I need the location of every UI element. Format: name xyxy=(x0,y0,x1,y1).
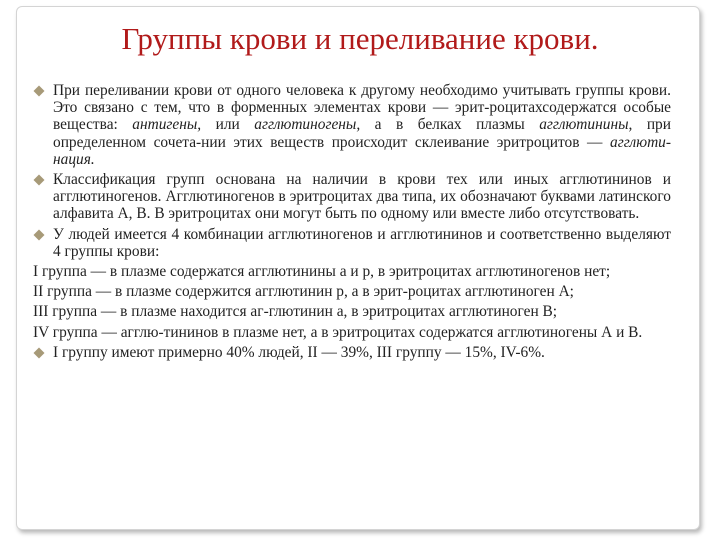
diamond-bullet-icon xyxy=(33,85,45,97)
diamond-bullet-icon xyxy=(33,174,45,186)
paragraph-transfusion xyxy=(33,82,671,168)
paragraph-text: IV группа — агглю-тининов в плазме нет, а в эритроцитах содержатся агглютиногены А и В. xyxy=(33,323,643,341)
diamond-bullet-icon xyxy=(33,229,45,241)
paragraph-distribution xyxy=(33,344,671,361)
paragraph-combinations xyxy=(33,226,671,260)
paragraph-text: Классификация групп основана на наличии в крови тех или иных агглютининов и агглютиногенов. Агглютиногенов в эритроцитах два типа, их обозначают буквами латинского алфавита А, В. В эритроцитах они могут быть по одному или вместе либо отсутствовать. xyxy=(53,171,671,223)
term-agglutinogens: агглютиногены, xyxy=(254,116,361,134)
paragraph-group-4 xyxy=(33,324,671,341)
term-agglutination: агглюти-нация. xyxy=(53,133,671,168)
paragraph-text: I группу имеют примерно 40% людей, II — 39%, III группу — 15%, IV-6%. xyxy=(53,343,545,361)
slide-title: Группы крови и переливание крови. xyxy=(121,21,599,56)
paragraph-group-1 xyxy=(33,263,671,280)
paragraph-text: У людей имеется 4 комбинации агглютиногенов и агглютининов и соответственно выделяют 4 группы крови: xyxy=(53,225,671,260)
paragraph-text: а в белках плазмы xyxy=(360,116,540,134)
slide-content xyxy=(33,82,671,364)
diamond-bullet-icon xyxy=(33,347,45,359)
paragraph-classification xyxy=(33,171,671,223)
term-antigens: антигены, xyxy=(132,116,202,134)
paragraph-text: III группа — в плазме находится аг-глютинин а, в эритроцитах агглютиноген В; xyxy=(33,303,558,321)
paragraph-text: При переливании крови от одного человека к другому необходимо учитывать группы крови. Это связано с тем, что в форменных элементах крови — эрит-роцитахсодержатся особые вещества: xyxy=(53,82,671,134)
term-agglutinins: агглютинины, xyxy=(539,116,633,134)
paragraph-group-3 xyxy=(33,303,671,320)
paragraph-group-2 xyxy=(33,283,671,300)
paragraph-text: II группа — в плазме содержится агглютинин р, а в эрит-роцитах агглютиноген А; xyxy=(33,283,574,301)
paragraph-text: при определенном сочета-нии этих веществ происходит склеивание эритроцитов — xyxy=(53,116,671,151)
paragraph-text: или xyxy=(201,116,255,134)
paragraph-text: I группа — в плазме содержатся агглютинины а и р, в эритроцитах агглютиногенов нет; xyxy=(33,263,611,281)
